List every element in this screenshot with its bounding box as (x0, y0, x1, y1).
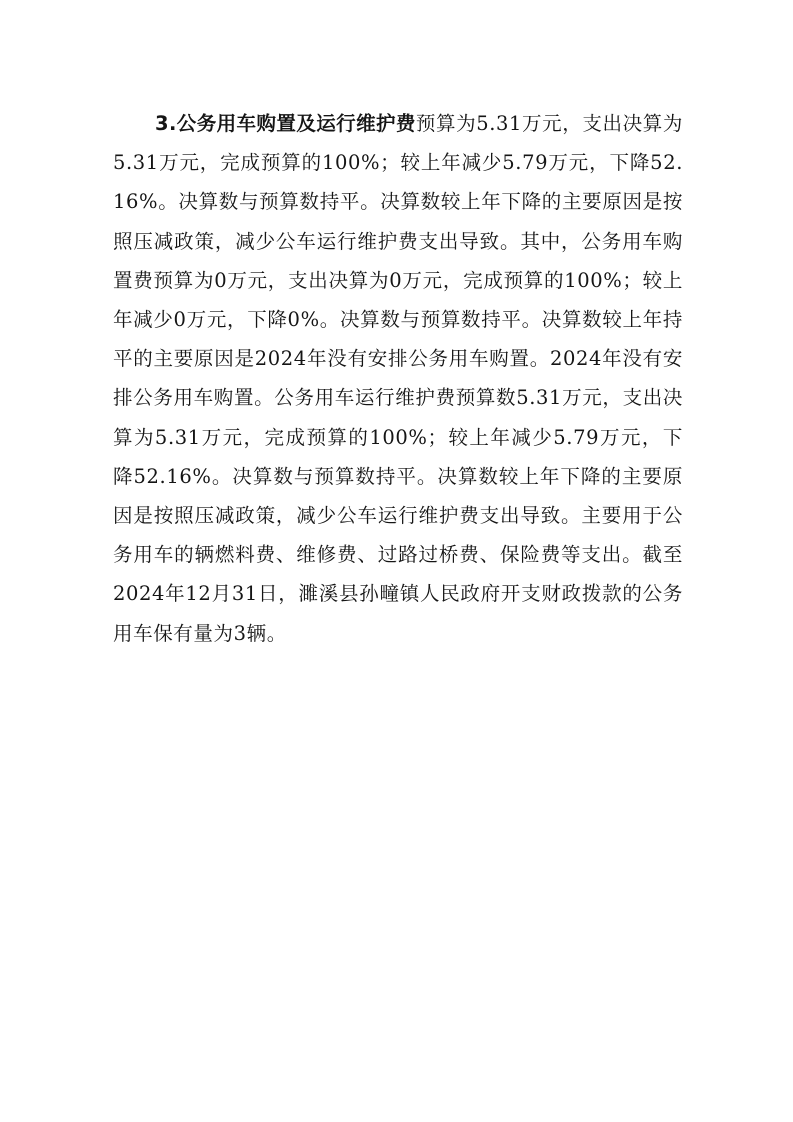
section-heading: 3.公务用车购置及运行维护费 (155, 112, 416, 135)
paragraph-body: 预算为5.31万元，支出决算为5.31万元，完成预算的100%；较上年减少5.79万元，下降52.16%。决算数与预算数持平。决算数较上年下降的主要原因是按照压减政策，减少公车运行维护费支出导致。其中，公务用车购置费预算为0万元，支出决算为0万元，完成预算的100%；较上年减少0万元，下降0%。决算数与预算数持平。决算数较上年持平的主要原因是2024年没有安排公务用车购置。2024年没有安排公务用车购置。公务用车运行维护费预算数5.31万元，支出决算为5.31万元，完成预算的100%；较上年减少5.79万元，下降52.16%。决算数与预算数持平。决算数较上年下降的主要原因是按照压减政策，减少公车运行维护费支出导致。主要用于公务用车的辆燃料费、维修费、过路过桥费、保险费等支出。截至2024年12月31日，濉溪县孙疃镇人民政府开支财政拨款的公务用车保有量为3辆。 (113, 112, 684, 645)
paragraph-official-vehicle-expenses (113, 104, 683, 653)
